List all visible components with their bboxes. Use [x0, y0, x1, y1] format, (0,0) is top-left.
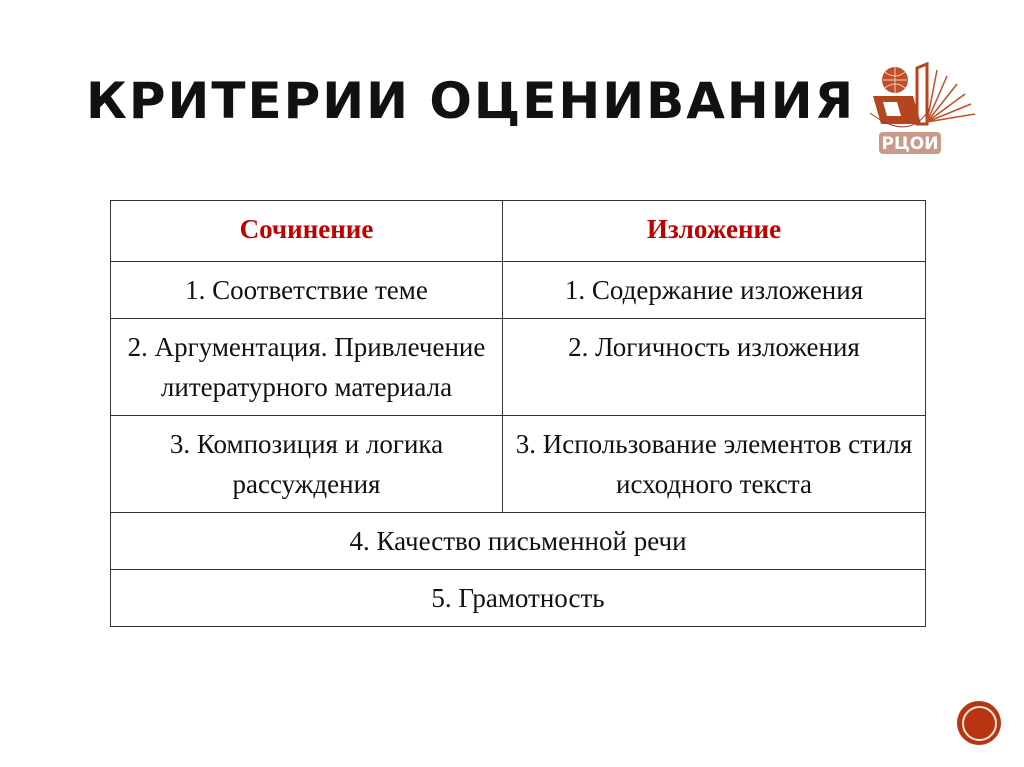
criteria-table [110, 200, 926, 627]
slide-nav-button[interactable] [957, 701, 1001, 745]
table-row [111, 416, 926, 513]
logo-text: РЦОИ [881, 134, 939, 154]
table-cell: 1. Соответствие теме [111, 262, 503, 319]
slide-title: КРИТЕРИИ ОЦЕНИВАНИЯ [86, 72, 856, 130]
table-cell: 2. Логичность изложения [503, 319, 926, 416]
table-cell: 3. Использование элементов стиля исходного текста [503, 416, 926, 513]
header-essay: Сочинение [111, 201, 503, 262]
table-header-row [111, 201, 926, 262]
table-row [111, 319, 926, 416]
rcoi-logo [865, 58, 990, 158]
header-summary: Изложение [503, 201, 926, 262]
table-cell: 2. Аргументация. Привлечение литературного материала [111, 319, 503, 416]
table-cell: 1. Содержание изложения [503, 262, 926, 319]
table-row [111, 570, 926, 627]
table-cell: 3. Композиция и логика рассуждения [111, 416, 503, 513]
table-cell: 4. Качество письменной речи [111, 513, 926, 570]
table-row [111, 262, 926, 319]
table-row [111, 513, 926, 570]
table-cell: 5. Грамотность [111, 570, 926, 627]
